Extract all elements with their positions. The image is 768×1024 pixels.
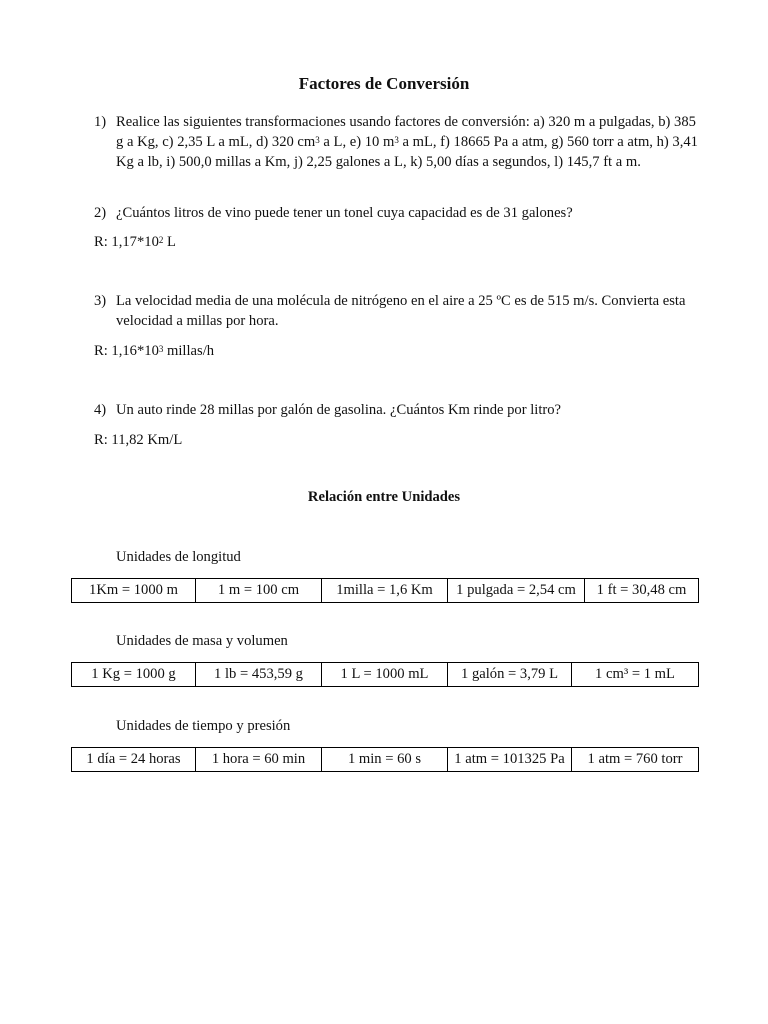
table-cell: 1 hora = 60 min bbox=[196, 748, 322, 772]
question-number: 1) bbox=[94, 114, 107, 130]
answer-3: R: $1,16*10^3$ millas/h bbox=[94, 343, 215, 359]
answer-2: R: $1,17*10^2$ L bbox=[94, 234, 176, 250]
table-row bbox=[72, 663, 699, 687]
table-cell: 1Km = 1000 m bbox=[72, 579, 196, 603]
section-title: Relación entre Unidades bbox=[307, 489, 461, 505]
table-cell: 1 atm = 101325 Pa bbox=[448, 748, 572, 772]
table-cell: 1 m = 100 cm bbox=[196, 579, 322, 603]
table-row bbox=[72, 579, 699, 603]
length-units-table bbox=[71, 578, 699, 603]
question-number: 2) bbox=[94, 205, 107, 221]
table-label-time-pressure: Unidades de tiempo y presión bbox=[116, 718, 291, 734]
question-3 bbox=[94, 291, 704, 331]
table-cell: 1 pulgada = 2,54 cm bbox=[448, 579, 585, 603]
table-cell: 1milla = 1,6 Km bbox=[322, 579, 448, 603]
question-1 bbox=[94, 112, 704, 172]
table-row bbox=[72, 748, 699, 772]
table-label-length: Unidades de longitud bbox=[116, 549, 241, 565]
question-text: ¿Cuántos litros de vino puede tener un tonel cuya capacidad es de 31 galones? bbox=[116, 205, 573, 221]
table-cell: 1 cm³ = 1 mL bbox=[572, 663, 699, 687]
question-2 bbox=[94, 203, 704, 223]
page-title: Factores de Conversión bbox=[298, 74, 470, 93]
question-number: 4) bbox=[94, 402, 107, 418]
table-cell: 1 galón = 3,79 L bbox=[448, 663, 572, 687]
table-label-mass-volume: Unidades de masa y volumen bbox=[116, 633, 288, 649]
table-cell: 1 L = 1000 mL bbox=[322, 663, 448, 687]
question-4 bbox=[94, 400, 704, 420]
table-cell: 1 atm = 760 torr bbox=[572, 748, 699, 772]
table-cell: 1 ft = 30,48 cm bbox=[585, 579, 699, 603]
question-text: Un auto rinde 28 millas por galón de gasolina. ¿Cuántos Km rinde por litro? bbox=[116, 402, 562, 418]
mass-volume-units-table bbox=[71, 662, 699, 687]
table-cell: 1 Kg = 1000 g bbox=[72, 663, 196, 687]
question-text: La velocidad media de una molécula de nitrógeno en el aire a 25 ºC es de 515 m/s. Convierta esta velocidad a millas por hora. bbox=[116, 293, 686, 329]
answer-4: R: 11,82 Km/L bbox=[94, 432, 183, 448]
question-number: 3) bbox=[94, 293, 107, 309]
table-cell: 1 día = 24 horas bbox=[72, 748, 196, 772]
table-cell: 1 lb = 453,59 g bbox=[196, 663, 322, 687]
time-pressure-units-table bbox=[71, 747, 699, 772]
question-text: Realice las siguientes transformaciones usando factores de conversión: a) 320 m a pulgadas, b) 385 g a Kg, c) 2,35 L a mL, d) 320 $cm^3$ a L, e) 10 $m^3$ a mL, f) 18665 Pa a atm, g) 560 torr a atm, h) 3,41 Kg a lb, i) 500,0 millas a Km, j) 2,25 galones a L, k) 5,00 días a segundos, l) 145,7 ft a m. bbox=[116, 114, 698, 170]
table-cell: 1 min = 60 s bbox=[322, 748, 448, 772]
